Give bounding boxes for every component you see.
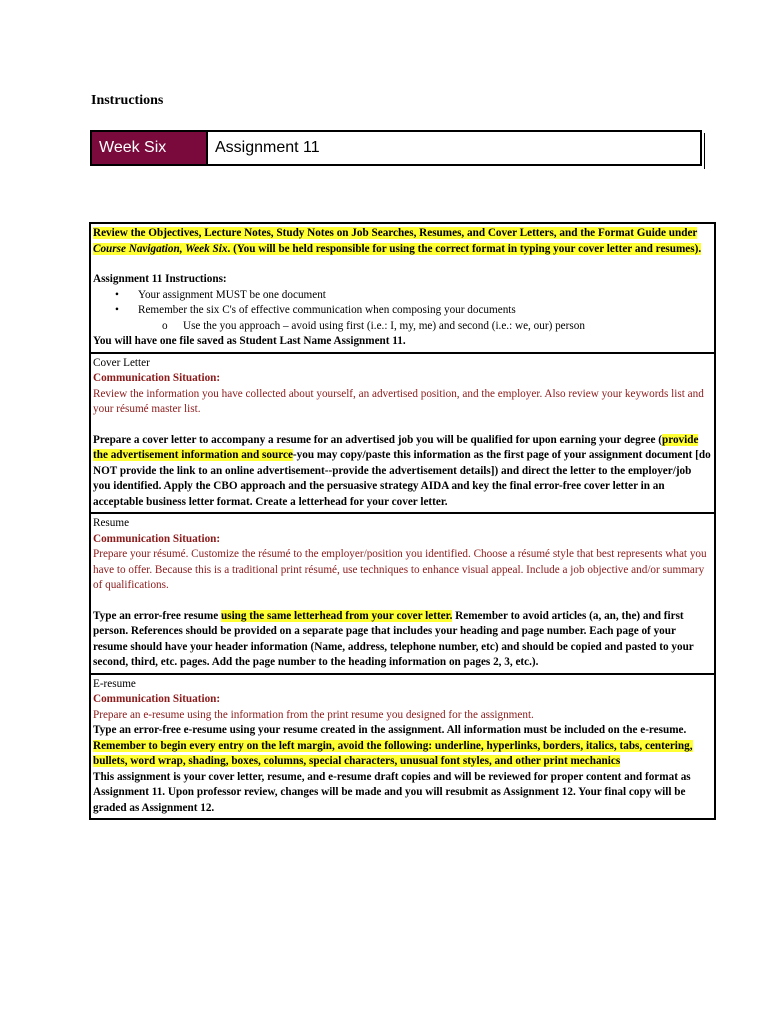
cover-situation-text: Review the information you have collected about yourself, an advertised position, and the employer. Also review your keywords list and your résumé master list. [93, 387, 704, 415]
sub-bullet-marker: o [162, 319, 168, 332]
resume-task [93, 609, 711, 671]
cover-task-highlight: provide the advertisement information and source [93, 433, 699, 461]
assignment-title: Assignment 11 [215, 139, 320, 156]
eresume-closing: This assignment is your cover letter, resume, and e-resume draft copies and will be reviewed for proper content and format as Assignment 11. Upon professor review, changes will be made and you will resubmit as Assignment 12. Your final copy will be graded as Assignment 12. [93, 770, 691, 814]
eresume-title: E-resume [93, 677, 136, 690]
instructions-subheading: Assignment 11 Instructions: [93, 273, 227, 285]
resume-task-a: Type an error-free resume [93, 609, 221, 622]
resume-task-highlight: using the same letterhead from your cover letter. [221, 609, 453, 622]
cover-letter-title: Cover Letter [93, 356, 150, 369]
instructions-table [89, 222, 716, 820]
resume-title: Resume [93, 517, 130, 529]
intro-closing: You will have one file saved as Student Last Name Assignment 11. [93, 335, 406, 347]
cover-task [93, 433, 711, 511]
resume-situation-text: Prepare your résumé. Customize the résumé to the employer/position you identified. Choose a résumé style that best represents what you have to offer. Because this is a traditional print résumé, use techniques to enhance visual appeal. Include a job objective and/or summary of qualifications. [93, 548, 707, 591]
resume-task-b: Remember to avoid articles (a, an, the) and first person. References should be provided on a separate page that includes your heading and page number. Each page of your resume should have your header information (Name, address, telephone number, etc) and should be copied and pasted to your second, third, etc. pages. Add the page number to the heading information on pages 2, 3, etc.). [93, 609, 694, 668]
intro-paragraph [93, 226, 711, 257]
sub-bullet-text: Use the you approach – avoid using first (i.e.: I, my, me) and second (i.e.: we, our) person [183, 319, 585, 332]
eresume-section [91, 675, 714, 819]
sub-bullet-item [93, 319, 711, 335]
eresume-task-highlight: Remember to begin every entry on the left margin, avoid the following: underline, hyperlinks, borders, italics, tabs, centering, bullets, word wrap, shading, boxes, columns, special characters, unusual font styles, and other print mechanics [93, 739, 693, 767]
intro-section [91, 224, 714, 354]
cover-letter-section [91, 354, 714, 515]
bullet-item: • Remember the six C's of effective communication when composing your documents [93, 303, 711, 319]
intro-course-nav: Course Navigation, Week Six [93, 242, 228, 255]
intro-text-b: . (You will be held responsible for using the correct format in typing your cover letter and resumes). [227, 242, 702, 255]
assignment-header [90, 130, 702, 166]
cover-situation-label: Communication Situation: [93, 372, 221, 384]
intro-text-a: Review the Objectives, Lecture Notes, Study Notes on Job Searches, Resumes, and Cover Letters, and the Format Guide under [93, 227, 698, 239]
resume-situation-label: Communication Situation: [93, 532, 221, 545]
eresume-situation-text: Prepare an e-resume using the information from the print resume you designed for the assignment. [93, 708, 534, 721]
instruction-bullets [93, 288, 711, 319]
eresume-task [93, 723, 711, 770]
page-heading: Instructions [91, 93, 164, 108]
resume-section [91, 514, 714, 675]
week-label: Week Six [92, 132, 208, 164]
eresume-situation-label: Communication Situation: [93, 693, 221, 705]
cover-task-a: Prepare a cover letter to accompany a resume for an advertised job you will be qualified for upon earning your degree ( [93, 433, 662, 446]
eresume-task-a: Type an error-free e-resume using your resume created in the assignment. All information must be included on the e-resume. [93, 724, 687, 736]
cover-task-b: -you may copy/paste this information as the first page of your assignment document [do NOT provide the link to an online advertisement--provide the advertisement details]) and direct the letter to the employer/job you identified. Apply the CBO approach and the persuasive strategy AIDA and key the final error-free cover letter in an acceptable business letter format. Create a letterhead for your cover letter. [93, 449, 711, 508]
bullet-item: • Your assignment MUST be one document [93, 288, 711, 304]
